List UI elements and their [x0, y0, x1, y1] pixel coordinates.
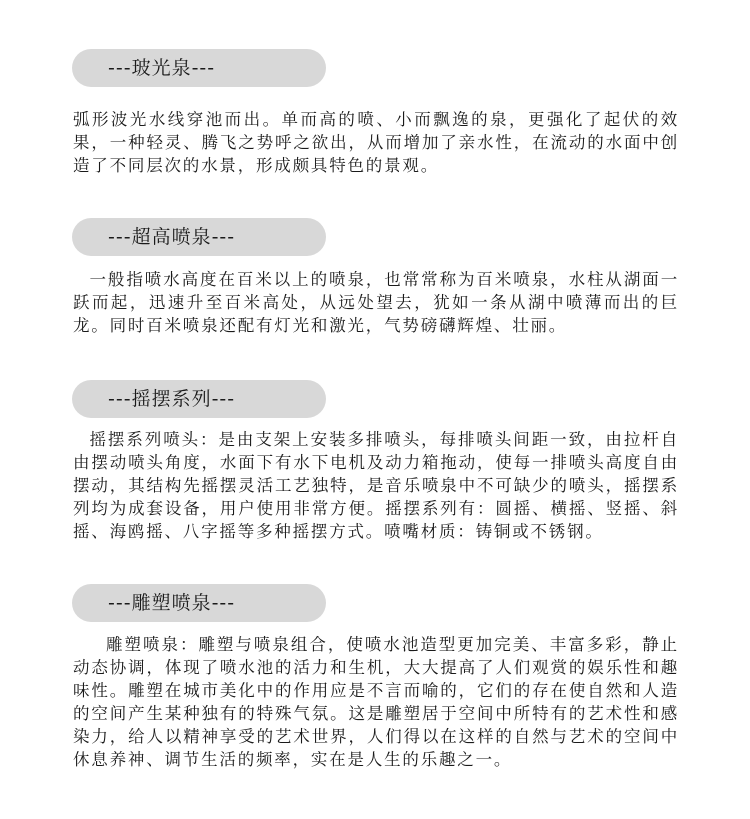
section-heading: ---玻光泉--- — [72, 49, 326, 87]
section-heading: ---超高喷泉--- — [72, 218, 326, 256]
section-heading: ---雕塑喷泉--- — [72, 584, 326, 622]
section-body: 一般指喷水高度在百米以上的喷泉，也常常称为百米喷泉，水柱从湖面一跃而起，迅速升至百米高处，从远处望去，犹如一条从湖中喷薄而出的巨龙。同时百米喷泉还配有灯光和激光，气势磅礴辉煌、壮丽。 — [73, 270, 679, 335]
section-body: 摇摆系列喷头：是由支架上安装多排喷头，每排喷头间距一致，由拉杆自由摆动喷头角度，水面下有水下电机及动力箱拖动，使每一排喷头高度自由摆动，其结构先摇摆灵活工艺独特，是音乐喷泉中不可缺少的喷头，摇摆系列均为成套设备，用户使用非常方便。摇摆系列有：圆摇、横摇、竖摇、斜摇、海鸥摇、八字摇等多种摇摆方式。喷嘴材质：铸铜或不锈钢。 — [73, 430, 679, 541]
section-body: 弧形波光水线穿池而出。单而高的喷、小而飘逸的泉，更强化了起伏的效果，一种轻灵、腾飞之势呼之欲出，从而增加了亲水性，在流动的水面中创造了不同层次的水景，形成颇具特色的景观。 — [73, 110, 679, 175]
section-heading: ---摇摆系列--- — [72, 380, 326, 418]
section-body: 雕塑喷泉：雕塑与喷泉组合，使喷水池造型更加完美、丰富多彩，静止动态协调，体现了喷水池的活力和生机，大大提高了人们观赏的娱乐性和趣味性。雕塑在城市美化中的作用应是不言而喻的，它们的存在使自然和人造的空间产生某种独有的特殊气氛。这是雕塑居于空间中所特有的艺术性和感染力，给人以精神享受的艺术世界，人们得以在这样的自然与艺术的空间中休息养神、调节生活的频率，实在是人生的乐趣之一。 — [73, 635, 679, 769]
